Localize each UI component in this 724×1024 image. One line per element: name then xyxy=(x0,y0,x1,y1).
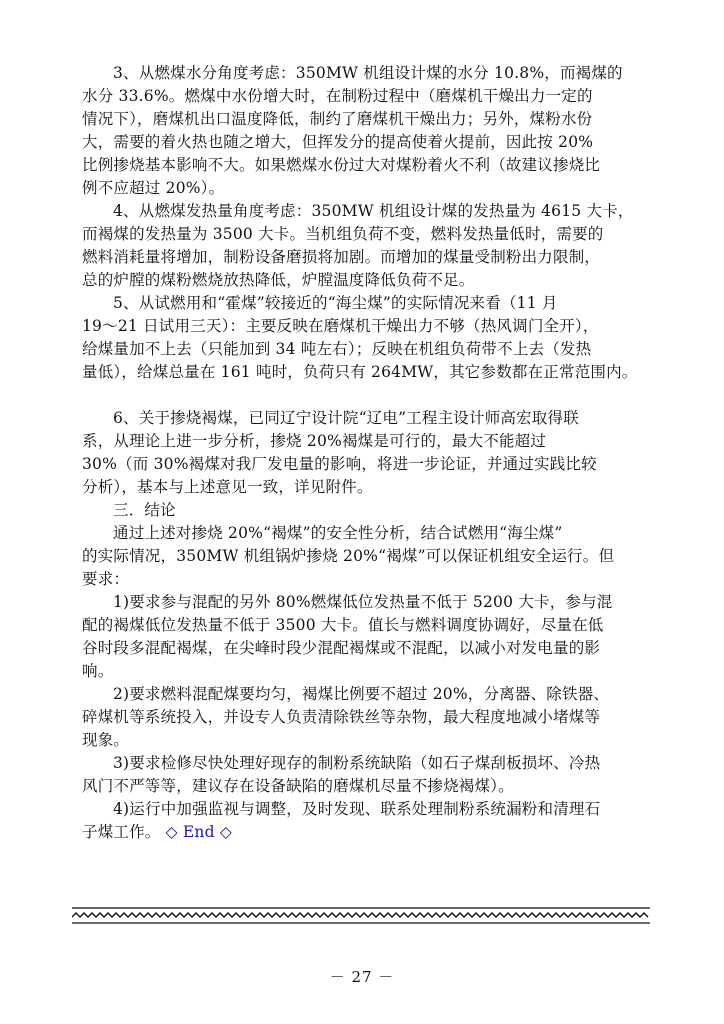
body-line: 3)要求检修尽快处理好现存的制粉系统缺陷（如石子煤刮板损坏、冷热 xyxy=(113,754,601,772)
body-line: 分析），基本与上述意见一致，详见附件。 xyxy=(82,478,373,496)
body-line: 5、从试燃用和“霍煤”较接近的“海尘煤”的实际情况来看（11 月 xyxy=(113,294,558,312)
body-line: 响。 xyxy=(82,662,114,680)
body-line: 4)运行中加强监视与调整，及时发现、联系处理制粉系统漏粉和清理石 xyxy=(113,800,601,818)
section-heading: 三．结论 xyxy=(113,501,176,519)
body-line: 通过上述对掺烧 20%“褐煤”的安全性分析，结合试燃用“海尘煤” xyxy=(113,524,563,542)
body-line: 给煤量加不上去（只能加到 34 吨左右）；反映在机组负荷带不上去（发热 xyxy=(82,340,592,358)
body-line-text: 子煤工作。 xyxy=(82,823,161,841)
divider-wave-line xyxy=(72,913,648,917)
body-line: 大，需要的着火热也随之增大，但挥发分的提高使着火提前，因此按 20% xyxy=(82,133,594,151)
body-line: 碎煤机等系统投入，并设专人负责清除铁丝等杂物，最大程度地减小堵煤等 xyxy=(82,708,601,726)
body-line: 的实际情况，350MW 机组锅炉掺烧 20%“褐煤”可以保证机组安全运行。但 xyxy=(82,547,615,565)
body-line: 4、从燃煤发热量角度考虑：350MW 机组设计煤的发热量为 4615 大卡， xyxy=(113,202,634,220)
body-line: 3、从燃煤水分角度考虑：350MW 机组设计煤的水分 10.8%，而褐煤的 xyxy=(113,64,623,82)
body-line: 配的褐煤低位发热量不低于 3500 大卡。值长与燃料调度协调好，尽量在低 xyxy=(82,616,604,634)
body-line: 而褐煤的发热量为 3500 大卡。当机组负荷不变，燃料发热量低时，需要的 xyxy=(82,225,604,243)
body-line: 19～21 日试用三天）：主要反映在磨煤机干燥出力不够（热风调门全开）， xyxy=(82,317,599,335)
body-line: 燃料消耗量将增加，制粉设备磨损将加剧。而增加的煤量受制粉出力限制， xyxy=(82,248,601,266)
body-line: 总的炉膛的煤粉燃烧放热降低，炉膛温度降低负荷不足。 xyxy=(82,271,475,289)
body-line: 水分 33.6%。燃煤中水份增大时，在制粉过程中（磨煤机干燥出力一定的 xyxy=(82,87,593,105)
body-line: 30%（而 30%褐煤对我厂发电量的影响，将进一步论证，并通过实践比较 xyxy=(82,455,597,473)
body-line: 1)要求参与混配的另外 80%燃煤低位发热量不低于 5200 大卡，参与混 xyxy=(113,593,613,611)
decorative-divider xyxy=(72,906,650,930)
body-line: 6、关于掺烧褐煤，已同辽宁设计院“辽电”工程主设计师高宏取得联 xyxy=(113,409,579,427)
end-marker: ◇ End ◇ xyxy=(165,823,232,841)
body-line: 谷时段多混配褐煤，在尖峰时段少混配褐煤或不混配，以减小对发电量的影 xyxy=(82,639,601,657)
page-number: － 27 － xyxy=(329,968,395,986)
body-line: 比例掺烧基本影响不大。如果燃煤水份过大对煤粉着火不利（故建议掺烧比 xyxy=(82,156,601,174)
body-line-with-end xyxy=(82,821,658,844)
body-line: 现象。 xyxy=(82,731,130,749)
body-line: 系，从理论上进一步分析，掺烧 20%褐煤是可行的，最大不能超过 xyxy=(82,432,547,450)
body-line: 2)要求燃料混配煤要均匀，褐煤比例要不超过 20%，分离器、除铁器、 xyxy=(113,685,610,703)
body-line: 风门不严等等，建议存在设备缺陷的磨煤机尽量不掺烧褐煤）。 xyxy=(82,777,514,795)
paragraph-gap xyxy=(82,384,658,407)
body-line: 例不应超过 20%）。 xyxy=(82,179,225,197)
body-line: 要求： xyxy=(82,570,130,588)
body-line: 情况下），磨煤机出口温度降低，制约了磨煤机干燥出力；另外，煤粉水份 xyxy=(82,110,593,128)
document-body xyxy=(82,62,658,844)
body-line: 量低），给煤总量在 161 吨时，负荷只有 264MW，其它参数都在正常范围内。 xyxy=(82,363,638,381)
